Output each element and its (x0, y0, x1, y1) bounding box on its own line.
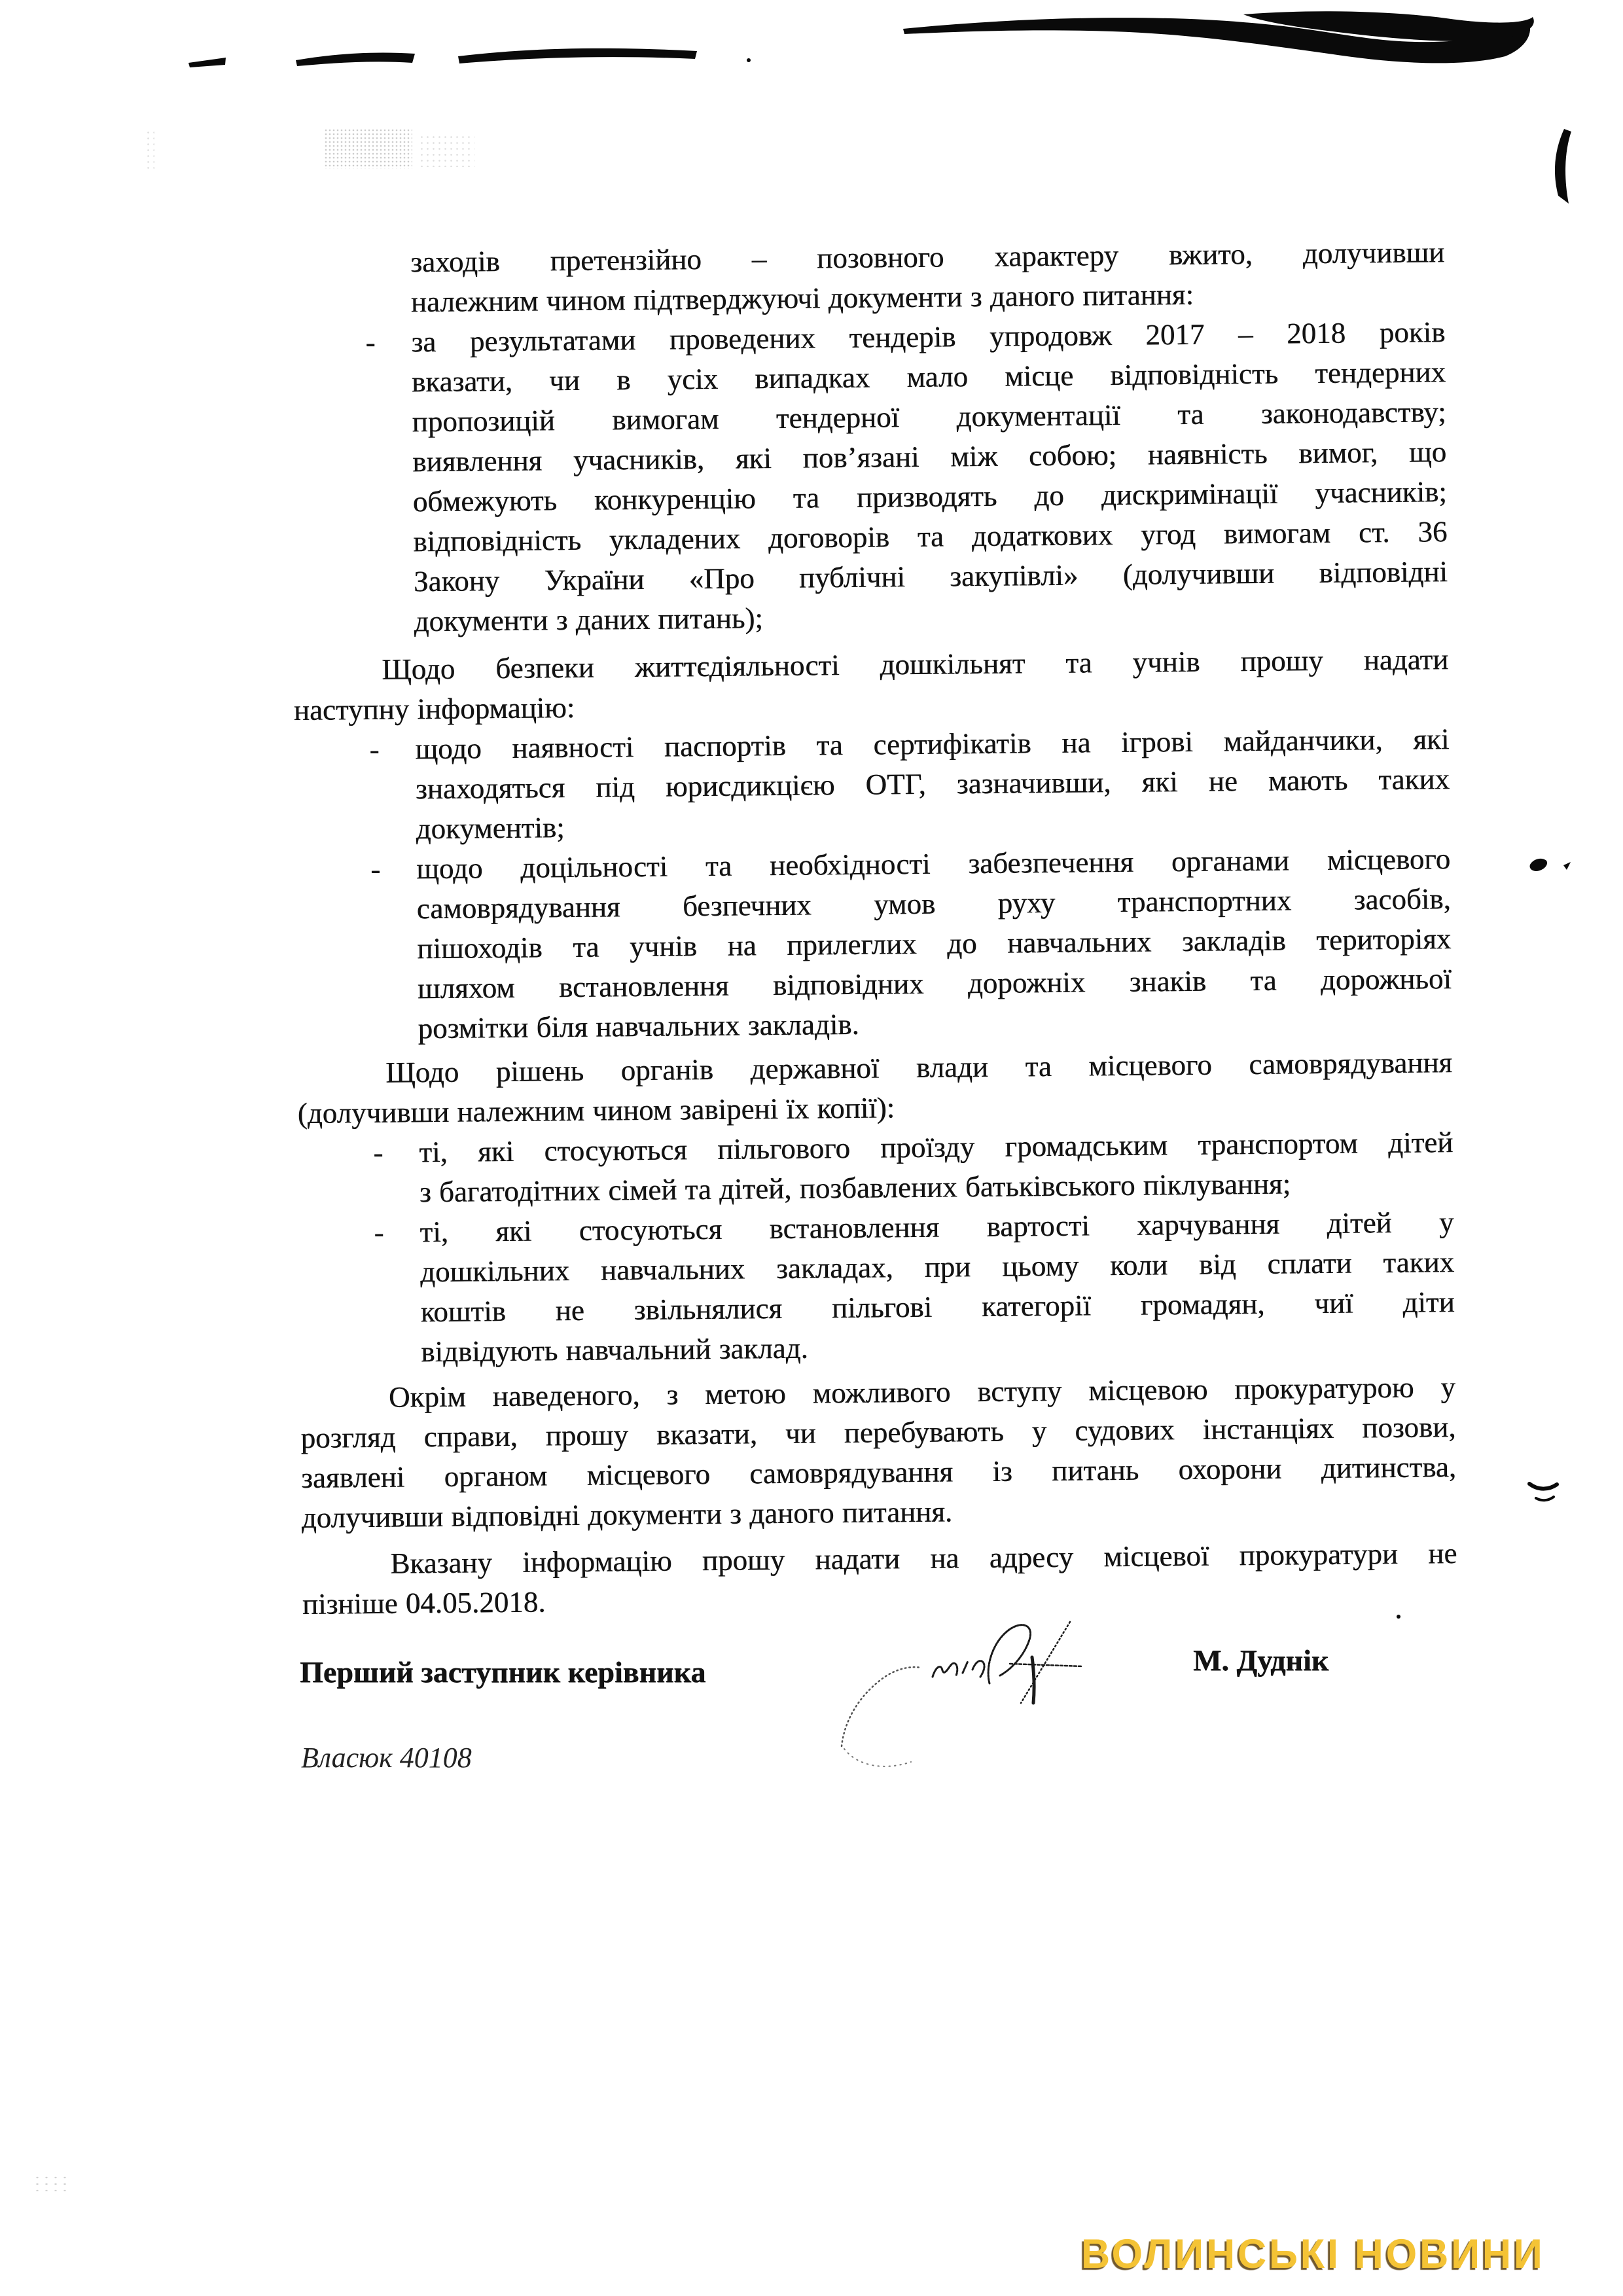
text-line: пропозицій вимогам тендерної документації та законодавству; (412, 395, 1446, 439)
text-line: документів; (416, 811, 565, 846)
bullet-dash: - (369, 732, 380, 766)
text-line: документи з даних питань); (414, 601, 764, 638)
text-line: щодо наявності паспортів та сертифікатів на ігрові майданчики, які (415, 723, 1450, 766)
ink-dot-top (747, 58, 751, 62)
text-line: Щодо рішень органів державної влади та місцевого самоврядування (385, 1046, 1453, 1089)
handwritten-signature (818, 1604, 1093, 1777)
bullet-dash: - (373, 1136, 383, 1169)
faint-smudge-1 (324, 128, 412, 169)
ink-curve-lower-right-2 (1536, 1497, 1554, 1500)
ink-streak-top-3 (188, 58, 226, 67)
ink-blob-mid-right (1530, 859, 1547, 871)
ink-curve-lower-right-1 (1529, 1484, 1557, 1489)
text-line: Вказану інформацію прошу надати на адресу місцевої прокуратури не (390, 1536, 1457, 1580)
text-line: долучивши відповідні документи з даного питання. (301, 1495, 953, 1534)
text-line: Закону України «Про публічні закупівлі» (долучивши відповідні (413, 555, 1448, 598)
signer-position-title: Перший заступник керівника (300, 1655, 706, 1689)
text-line: щодо доцільності та необхідності забезпечення органами місцевого (416, 842, 1451, 886)
document-body (289, 232, 1457, 1624)
bullet-block (295, 839, 1452, 1050)
text-line: розмітки біля навчальних закладів. (418, 1007, 859, 1045)
faint-smudge-3 (145, 130, 154, 169)
bullet-block (298, 1202, 1455, 1373)
text-line: наступну інформацію: (293, 691, 575, 726)
text-line: (долучивши належним чином завірені їх копії): (297, 1091, 895, 1130)
signer-name: М. Дуднік (1193, 1643, 1329, 1677)
watermark-volynski-novyny: ВОЛИНСЬКІ НОВИНИ (1081, 2231, 1545, 2277)
bullet-block (290, 312, 1448, 643)
faint-smudge-2 (419, 134, 474, 167)
ink-dot-top2 (1397, 1615, 1400, 1619)
bullet-dash: - (370, 852, 381, 886)
signature-horizontal (1010, 1664, 1082, 1666)
bullet-dash: - (365, 325, 376, 359)
signature-diagonal (1021, 1622, 1070, 1703)
ink-tick-mid-right (1563, 862, 1571, 870)
text-line: відповідність укладених договорів та додаткових угод вимогам ст. 36 (413, 515, 1448, 558)
bullet-dash: - (374, 1215, 384, 1249)
text-line: Щодо безпеки життєдіяльності дошкільнят та учнів прошу надати (382, 643, 1449, 686)
ink-streak-top-2 (458, 48, 697, 63)
text-line: пішоходів та учнів на прилеглих до навчальних закладів територіях (417, 922, 1452, 965)
ink-streak-top-right2 (1243, 11, 1534, 41)
text-line: належним чином підтверджуючі документи з даного питання: (410, 278, 1194, 319)
signature-scribble (933, 1661, 984, 1677)
para-block (300, 1367, 1457, 1538)
text-line: заявлені органом місцевого самоврядування із питань охорони дитинства, (300, 1450, 1457, 1494)
text-line: коштів не звільнялися пільгові категорії громадян, чиї діти (420, 1285, 1455, 1329)
text-line: вказати, чи в усіх випадках мало місце відповідність тендерних (411, 355, 1446, 399)
text-line: пізніше 04.05.2018. (302, 1585, 546, 1621)
signature-loop (988, 1625, 1030, 1683)
text-line: шляхом встановлення відповідних дорожніх знаків та дорожньої (417, 962, 1452, 1005)
text-line: відвідують навчальний заклад. (421, 1331, 808, 1369)
text-line: ті, які стосуються пільгового проїзду громадським транспортом дітей (419, 1125, 1454, 1169)
text-line: заходів претензійно – позовного характеру вжито, долучивши (410, 236, 1445, 279)
para-block (293, 639, 1449, 730)
executor-note: Власюк 40108 (301, 1742, 472, 1774)
text-line: виявлення учасників, які пов’язані між собою; наявність вимог, що (412, 435, 1447, 478)
text-line: ті, які стосуються встановлення вартості харчування дітей у (419, 1205, 1454, 1249)
text-line: дошкільних навчальних закладах, при цьому коли від сплати таких (419, 1245, 1455, 1289)
signature-sweep (842, 1667, 921, 1746)
para-block (297, 1043, 1453, 1134)
hang-block (289, 232, 1445, 323)
document-blocks (289, 232, 1457, 1624)
ink-streak-top-right (903, 18, 1530, 63)
bullet-block (298, 1122, 1454, 1213)
text-line: Окрім наведеного, з метою можливого вступу місцевою прокуратурою у (388, 1370, 1456, 1414)
text-line: з багатодітних сімей та дітей, позбавлених батьківського піклування; (419, 1167, 1291, 1209)
text-line: знаходяться під юрисдикцією ОТГ, зазначивши, які не мають таких (415, 762, 1450, 806)
text-line: за результатами проведених тендерів упродовж 2017 – 2018 років (411, 315, 1446, 359)
bullet-block (294, 719, 1450, 850)
text-line: розгляд справи, прошу вказати, чи перебувають у судових інстанціях позови, (300, 1410, 1456, 1454)
ink-streak-top-1 (296, 52, 415, 66)
ink-crescent-right-edge (1555, 129, 1571, 204)
text-line: обмежують конкуренцію та призводять до дискримінації учасників; (412, 475, 1447, 518)
text-line: самоврядування безпечних умов руху транспортних засобів, (416, 882, 1451, 925)
faint-specks-bottom-left (33, 2174, 72, 2191)
signature-tail (844, 1749, 911, 1767)
